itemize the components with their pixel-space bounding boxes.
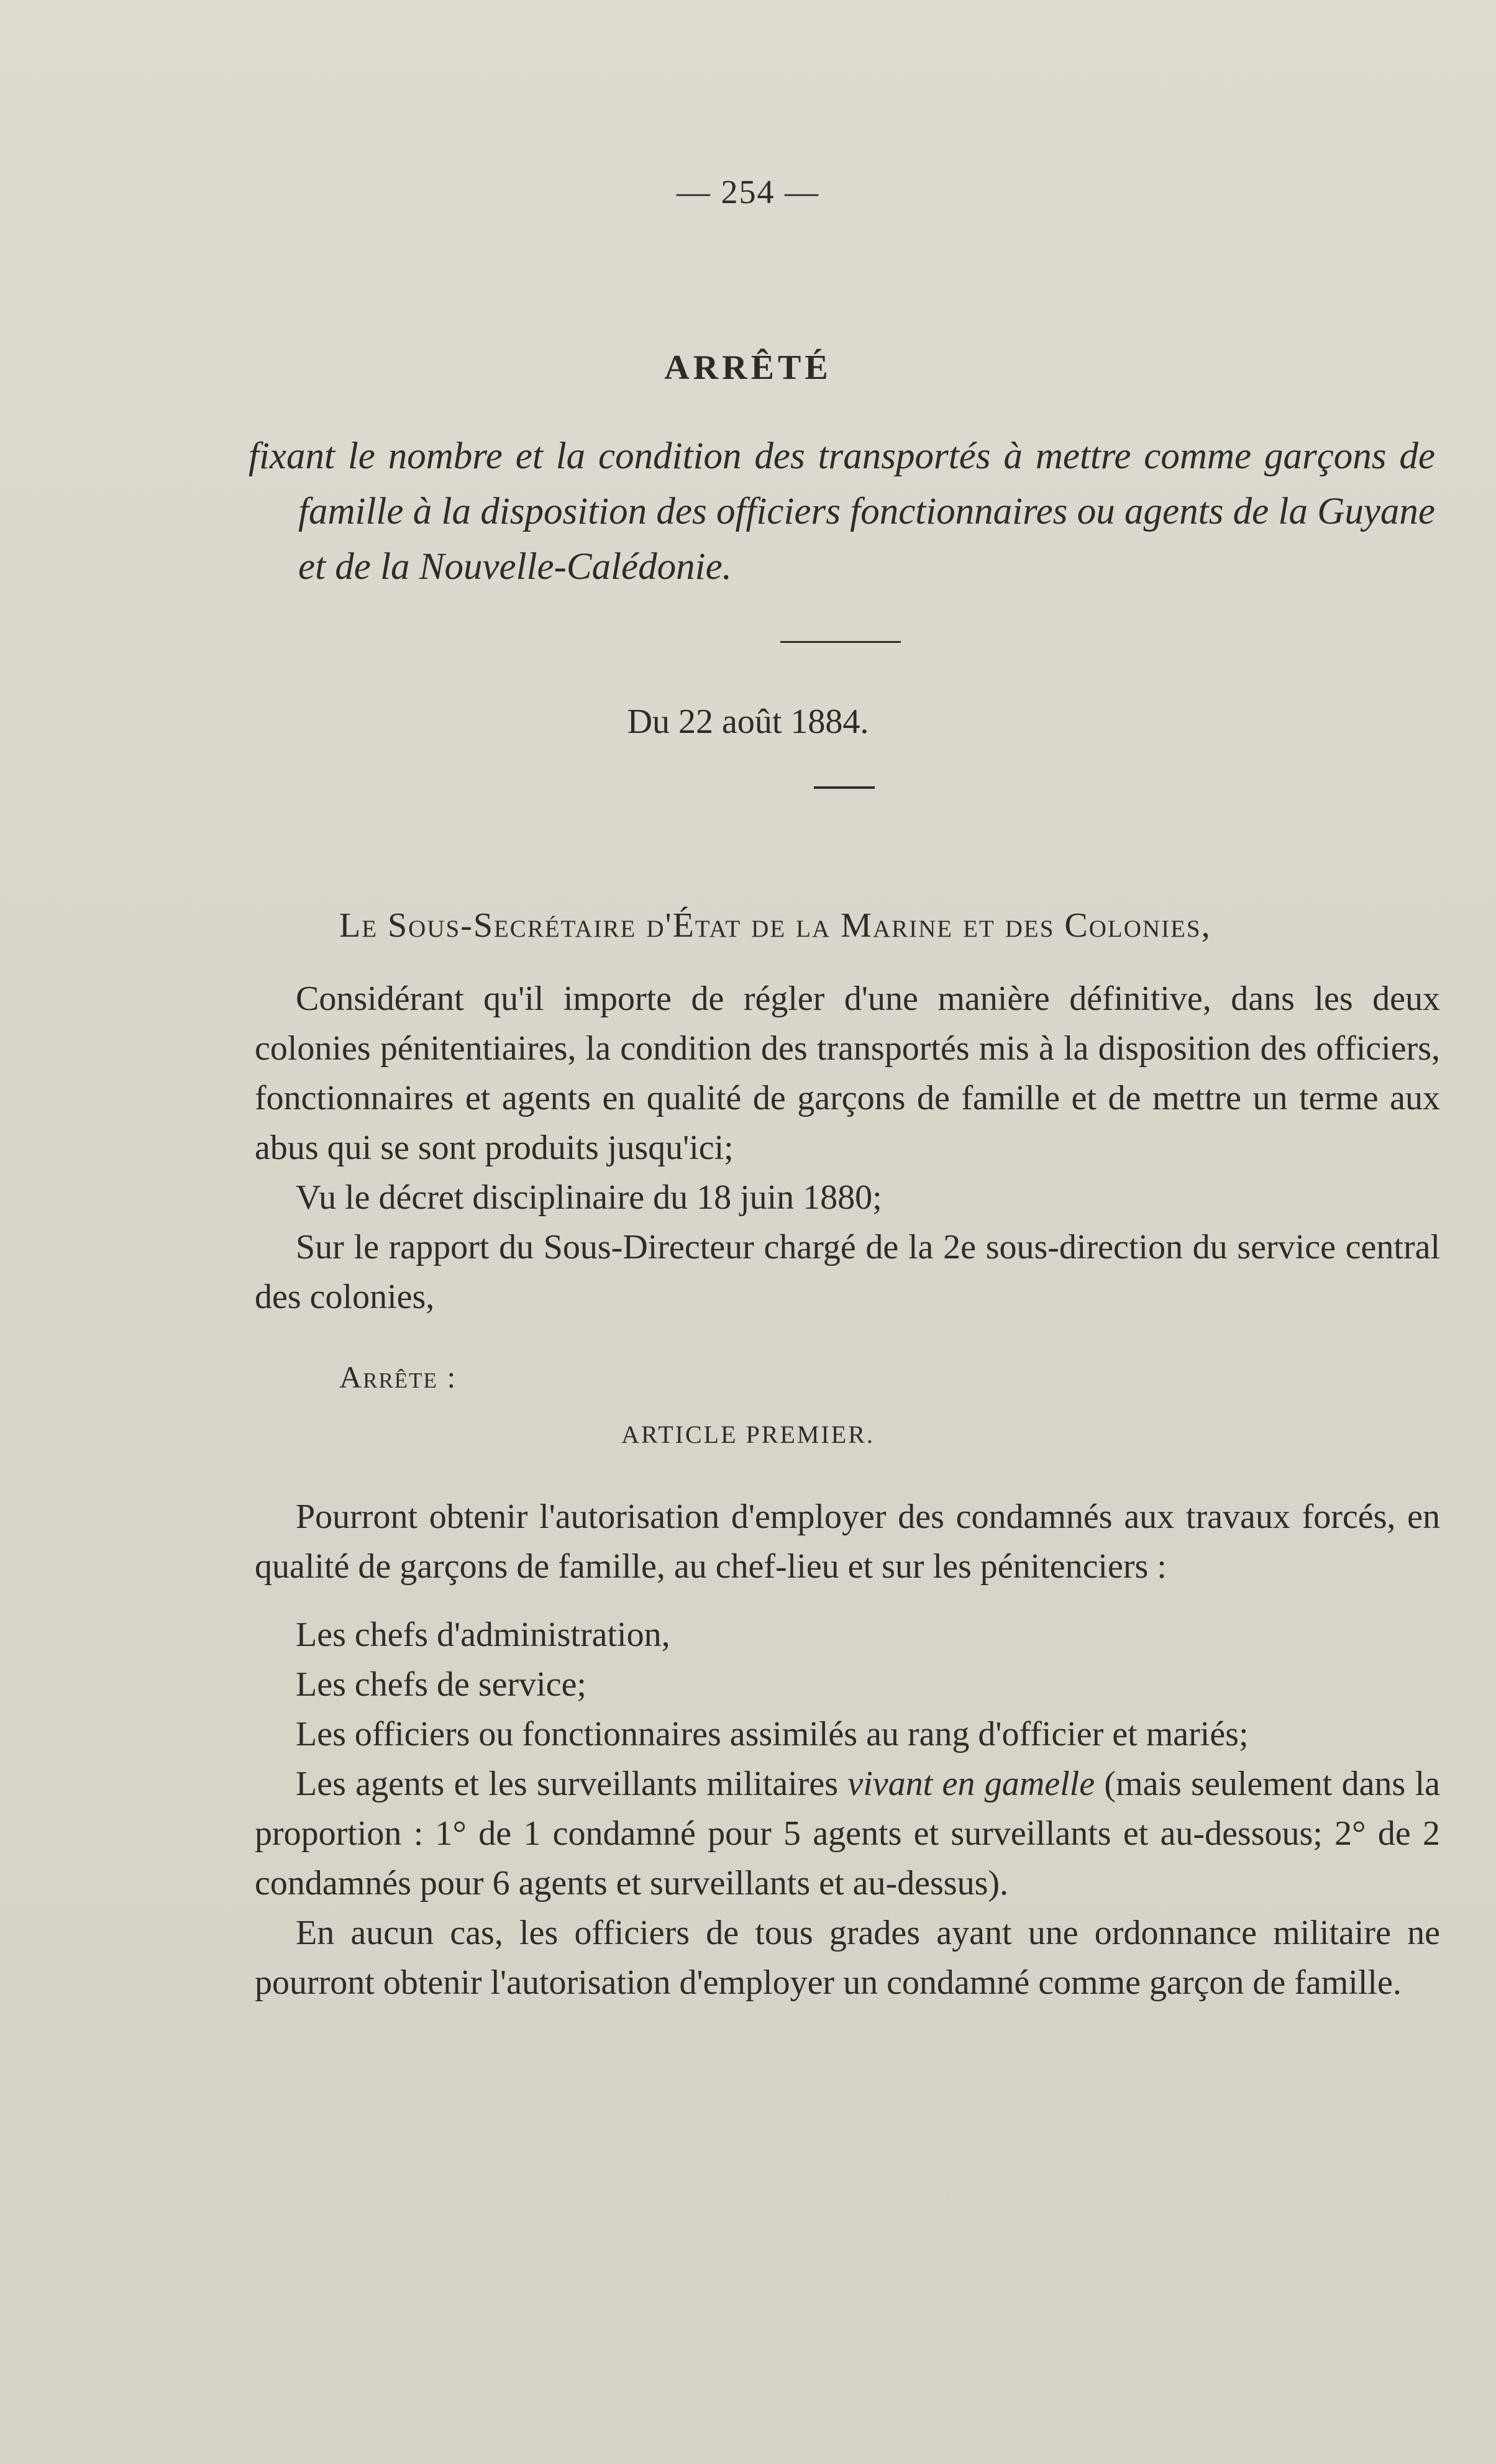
article-paragraph: Pourront obtenir l'autorisation d'employer des condamnés aux travaux forcés, en qualité de garçons de famille, au chef-lieu et sur les pénitenciers : (255, 1498, 1440, 1586)
article-paragraph: En aucun cas, les officiers de tous grades ayant une ordonnance militaire ne pourront obtenir l'autorisation d'employer un condamné comme garçon de famille. (255, 1914, 1440, 2002)
page-number: — 254 — (677, 173, 819, 211)
italic-text-run: vivant en gamelle (847, 1765, 1095, 1803)
preamble-paragraph: Sur le rapport du Sous-Directeur chargé de la 2e sous-direction du service central des colonies, (255, 1228, 1440, 1316)
article-list-item: Les chefs d'administration, (296, 1616, 670, 1654)
preamble-paragraph: Considérant qu'il importe de régler d'une manière définitive, dans les deux colonies pénitentiaires, la condition des transportés mis à la disposition des officiers, fonctionnaires et agents en qualité de garçons de famille et de mettre un terme aux abus qui se sont produits jusqu'ici; (255, 980, 1440, 1167)
text-run: (mais seulement dans la proportion : 1° de 1 condamné pour 5 agents et surveillants et au-dessous; 2° de 2 condamnés pour 6 agents et surveillants et au-dessus). (255, 1765, 1440, 1903)
arrete-label: Arrête : (339, 1360, 457, 1394)
preamble (255, 974, 1440, 1322)
issuing-authority: Le Sous-Secrétaire d'État de la Marine et des Colonies, (339, 906, 1211, 945)
article-heading: ARTICLE PREMIER. (621, 1421, 875, 1448)
preamble-paragraph: Vu le décret disciplinaire du 18 juin 1880; (296, 1178, 882, 1217)
document-subtitle: fixant le nombre et la condition des transportés à mettre comme garçons de famille à la disposition des officiers fonctionnaires ou agents de la Guyane et de la Nouvelle-Calédonie. (249, 435, 1435, 588)
divider-rule (780, 641, 901, 643)
article-list-item: Les officiers ou fonctionnaires assimilés au rang d'officier et mariés; (296, 1715, 1249, 1753)
text-run: Les agents et les surveillants militaires (296, 1765, 848, 1803)
divider-rule-short (814, 786, 875, 789)
article-list-item: Les chefs de service; (296, 1665, 586, 1704)
article-body (255, 1492, 1440, 2007)
article-list-item (255, 1759, 1440, 1908)
document-title: ARRÊTÉ (664, 348, 832, 387)
document-date: Du 22 août 1884. (627, 702, 869, 741)
